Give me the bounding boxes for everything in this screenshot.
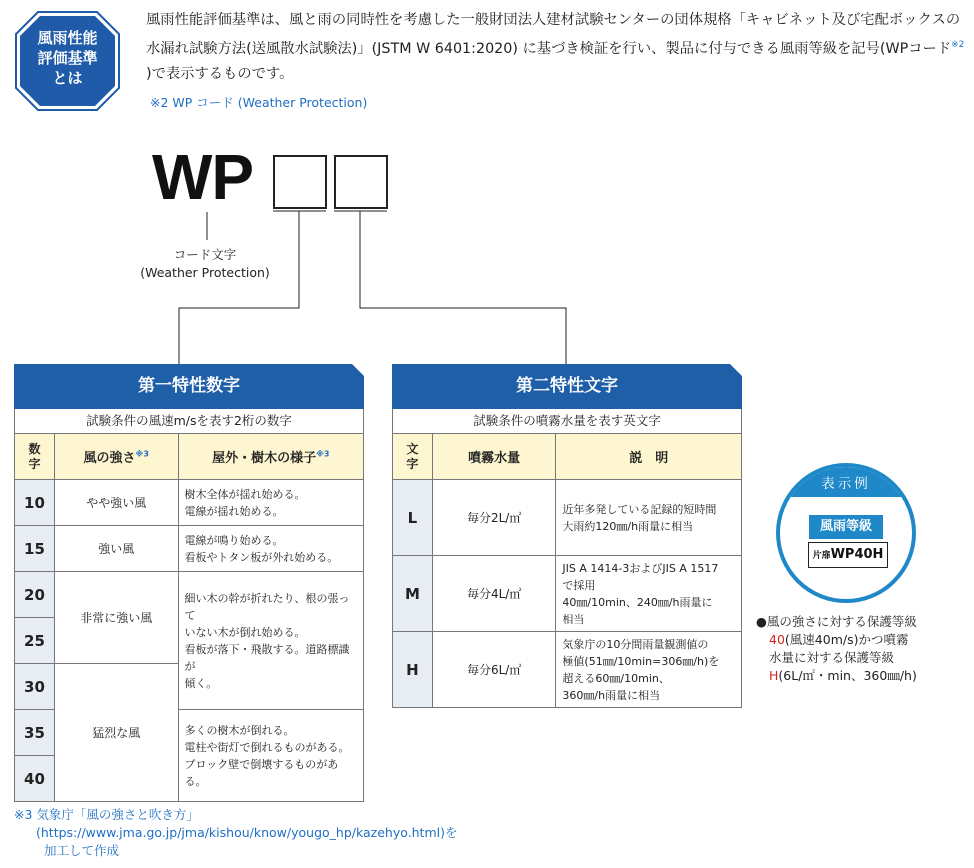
note-line-3: 水量に対する保護等級 [769, 650, 895, 665]
col-char: 文字 [393, 434, 433, 480]
outdoor-description: 樹木全体が揺れ始める。 電線が揺れ始める。 [178, 480, 363, 526]
wind-number: 40 [15, 756, 55, 802]
table-header-row [393, 434, 742, 480]
second-panel-subtitle: 試験条件の噴霧水量を表す英文字 [392, 409, 742, 434]
example-header: 表示例 [780, 467, 912, 497]
example-explanation [756, 613, 966, 685]
spray-amount: 毎分6L/㎡ [432, 632, 556, 708]
wind-number: 15 [15, 526, 55, 572]
col-spray-amount: 噴霧水量 [432, 434, 556, 480]
spray-description: JIS A 1414-3およびJIS A 1517 で採用 40㎜/10min、240㎜/h雨量に 相当 [556, 556, 742, 632]
wp-code-prefix: WP [152, 141, 254, 213]
wind-strength: 猛烈な風 [54, 664, 178, 802]
example-grade-label: 風雨等級 [809, 515, 883, 539]
example-code-prefix: 片扉 [812, 551, 831, 561]
code-letter-label [120, 246, 290, 282]
bullet-icon: ● [756, 614, 767, 629]
footnote-2: ※2 WP コード (Weather Protection) [150, 95, 368, 110]
wind-number: 25 [15, 618, 55, 664]
first-connector [179, 211, 299, 365]
wind-number: 10 [15, 480, 55, 526]
col-wind-strength: 風の強さ$^{※3}$ [54, 434, 178, 480]
note-line-1: 風の強さに対する保護等級 [766, 614, 917, 629]
table-row [393, 556, 742, 632]
wind-strength: やや強い風 [54, 480, 178, 526]
wind-strength: 非常に強い風 [54, 572, 178, 664]
example-code-value: WP40H [830, 547, 884, 562]
second-panel-title: 第二特性文字 [516, 376, 618, 396]
spray-description: 近年多発している記録的短時間 大雨約120㎜/h雨量に相当 [556, 480, 742, 556]
spray-char: M [393, 556, 433, 632]
badge-line-2: 評価基準 [37, 49, 98, 67]
footnote-3 [14, 806, 457, 860]
table-row [15, 480, 364, 526]
footnote-3-line-1: ※3 気象庁「風の強さと吹き方」 [14, 807, 199, 822]
wind-strength: 強い風 [54, 526, 178, 572]
note-line-2: (風速40m/s)かつ噴霧 [784, 632, 909, 647]
table-row [15, 526, 364, 572]
outdoor-description: 電線が鳴り始める。 看板やトタン板が外れ始める。 [178, 526, 363, 572]
spray-description: 気象庁の10分間雨量観測値の 極値(51㎜/10min=306㎜/h)を 超える60㎜/10min、 360㎜/h雨量に相当 [556, 632, 742, 708]
spray-char: H [393, 632, 433, 708]
code-label-line-2: (Weather Protection) [140, 265, 270, 280]
example-code [808, 542, 888, 568]
outdoor-description: 細い木の幹が折れたり、根の張って いない木が倒れ始める。 看板が落下・飛散する。道路標識が 傾く。 [178, 572, 363, 710]
wind-number: 30 [15, 664, 55, 710]
display-example-badge [776, 463, 916, 603]
spray-amount: 毎分4L/㎡ [432, 556, 556, 632]
first-characteristic-table [14, 433, 364, 802]
intro-text: 風雨性能評価基準は、風と雨の同時性を考慮した一般財団法人建材試験センターの団体規格「キャビネット及び宅配ボックスの水漏れ試験方法(送風散水試験法)」(JSTM W 6401:2020) に基づき検証を行い、製品に付与できる風雨等級を記号(WPコード [146, 12, 961, 57]
wind-number: 35 [15, 710, 55, 756]
col-description: 説 明 [556, 434, 742, 480]
wind-number: 20 [15, 572, 55, 618]
table-row [393, 632, 742, 708]
note-highlight-40: 40 [769, 632, 785, 647]
footnote-3-url: (https://www.jma.go.jp/jma/kishou/know/yougo_hp/kazehyo.html)を [36, 825, 458, 840]
note-highlight-h: H [769, 668, 779, 683]
badge-line-1: 風雨性能 [37, 29, 98, 47]
outdoor-description: 多くの樹木が倒れる。 電柱や街灯で倒れるものがある。 ブロック壁で倒壊するものがある。 [178, 710, 363, 802]
second-connector [360, 211, 566, 365]
footnote-3-line-3: 加工して作成 [44, 843, 120, 858]
badge-line-3: とは [52, 69, 83, 87]
spray-amount: 毎分2L/㎡ [432, 480, 556, 556]
connector-lines [0, 0, 974, 380]
intro-footnote-ref: ※2 [951, 40, 965, 50]
note-line-4: (6L/㎡・min、360㎜/h) [778, 668, 917, 683]
table-row [15, 572, 364, 618]
table-header-row [15, 434, 364, 480]
intro-text-end: )で表示するものです。 [146, 65, 294, 82]
table-row [393, 480, 742, 556]
first-panel-title: 第一特性数字 [138, 376, 240, 396]
first-panel-subtitle: 試験条件の風速m/sを表す2桁の数字 [14, 409, 364, 434]
col-number: 数字 [15, 434, 55, 480]
second-characteristic-table [392, 433, 742, 708]
col-outdoor-condition: 屋外・樹木の様子$^{※3}$ [178, 434, 363, 480]
code-label-line-1: コード文字 [173, 247, 237, 262]
spray-char: L [393, 480, 433, 556]
